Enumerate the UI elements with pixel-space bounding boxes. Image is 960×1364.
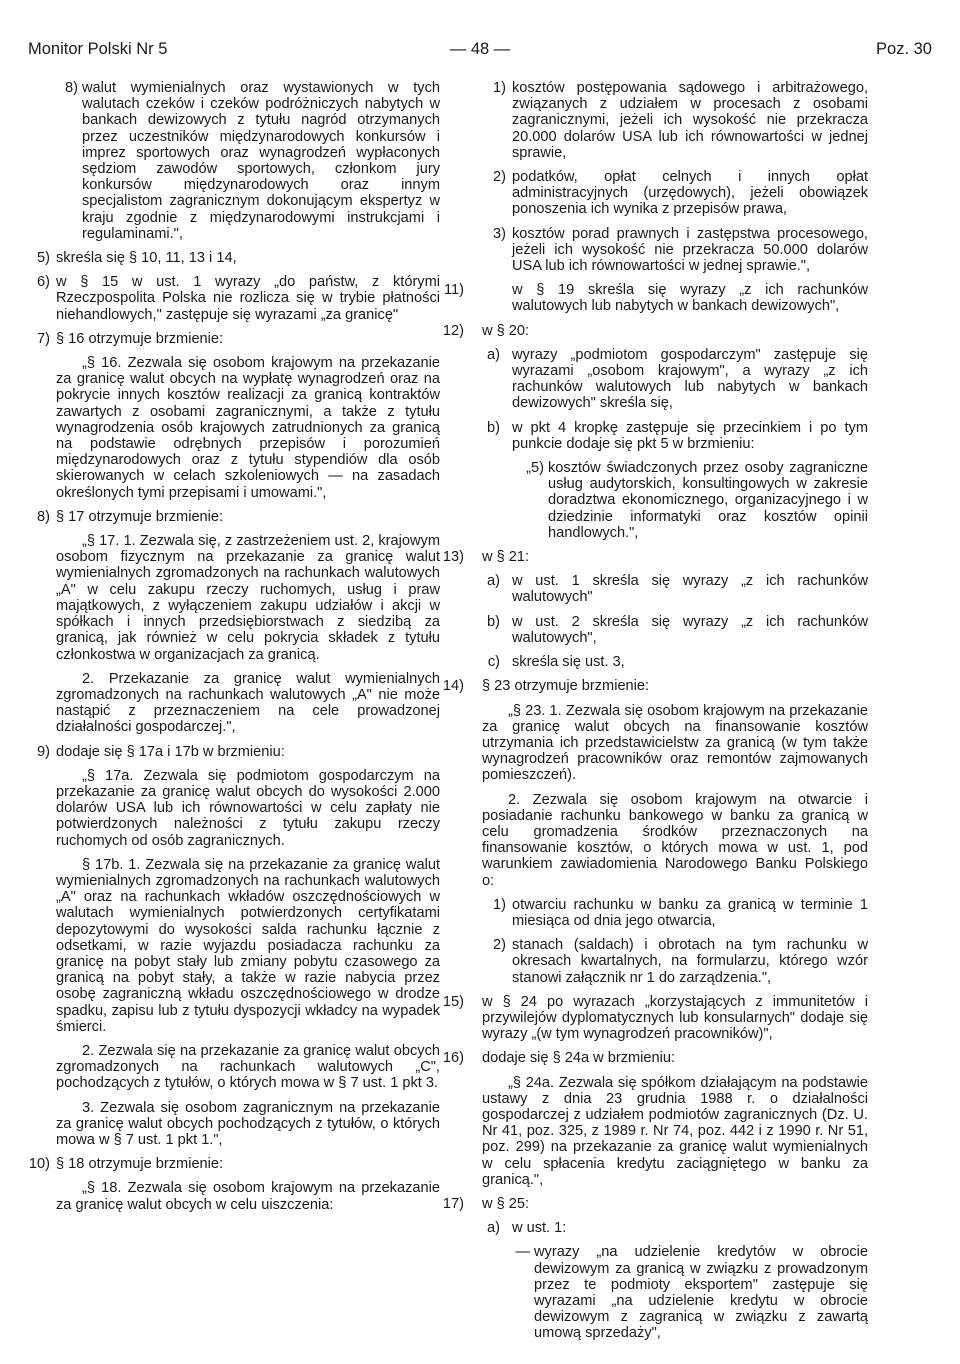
amendment-item: [443, 282, 868, 315]
item-number: 3): [493, 225, 506, 242]
item-text: kosztów świadczonych przez osoby zagraniczne usług audytorskich, konsultingowych w zakresie doradztwa ekonomicznego, organizacyjnego i w dziedzinie informatyki oraz kosztów opinii handlowych.",: [548, 460, 868, 541]
quoted-paragraph: „§ 24a. Zezwala się spółkom działającym na podstawie ustawy z dnia 23 grudnia 1988 r. o działalności gospodarczej z udziałem podmiotów zagranicznych (Dz. U. Nr 41, poz. 325, z 1989 r. Nr 74, poz. 442 i z 1990 r. Nr 51, poz. 299) na przekazanie za granicę walut wymienialnych w celu spłacenia kredytu zaciągniętego w banku za granicą.",: [482, 1074, 868, 1188]
item-letter: a): [487, 346, 500, 363]
quoted-paragraph: „§ 17a. Zezwala się podmiotom gospodarczym na przekazanie za granicę walut obcych do wysokości 2.000 dolarów USA lub ich równowartości w celu zapłaty nie potwierdzonych należności z tytułu zakupu rzeczy ruchomych od osób zagranicznych.: [56, 767, 440, 849]
quoted-paragraph: § 17b. 1. Zezwala się na przekazanie za granicę walut wymienialnych zgromadzonych na rachunkach walutowych „A" oraz na rachunkach wkładów oszczędnościowych w walutach wymienialnych potwierdzonych certyfikatami depozytowymi do wysokości salda rachunku łącznie z odsetkami, w razie wyjazdu posiadacza rachunku za granicę na pobyt stały lub zmiany pobytu czasowego za granicą na pobyt stały, a także w razie nabycia przez osobę zagraniczną wkładu oszczędnościowego w drodze spadku, zapisu lub z tytułu dyspozycji wkładcy na wypadek śmierci.: [56, 856, 440, 1035]
quoted-paragraph: 2. Zezwala się osobom krajowym na otwarcie i posiadanie rachunku bankowego w banku za granicą w celu gromadzenia środków przeznaczonych na finansowanie kosztów, o których mowa w ust. 1, pod warunkiem zawiadomienia Narodowego Banku Polskiego o:: [482, 791, 868, 889]
amendment-item: [28, 250, 440, 266]
page-header: [28, 40, 932, 64]
sub-item: [482, 460, 868, 541]
list-item: [482, 937, 868, 986]
item-number: 7): [37, 330, 50, 347]
amendment-item: [442, 678, 868, 695]
item-text: w § 19 skreśla się wyrazy „z ich rachunków walutowych lub nabytych w bankach dewizowych",: [512, 282, 868, 315]
item-number: 2): [493, 937, 506, 954]
quoted-paragraph: 2. Zezwala się na przekazanie za granicę walut obcych zgromadzonych na rachunkach walutowych „C", pochodzących z tytułów, o których mowa w § 7 ust. 1 pkt 3.: [56, 1042, 440, 1092]
quoted-paragraph: 2. Przekazanie za granicę walut wymienialnych zgromadzonych na rachunkach walutowych „A" nie może nastąpić z przeznaczeniem na cele prowadzonej działalności gospodarczej.",: [56, 670, 440, 736]
item-text: w § 25:: [482, 1195, 530, 1212]
item-text: skreśla się § 10, 11, 13 i 14,: [56, 250, 237, 267]
item-text: § 17 otrzymuje brzmienie:: [56, 508, 224, 525]
amendment-item: [28, 331, 440, 347]
item-text: podatków, opłat celnych i innych opłat administracyjnych (urzędowych), jeżeli obowiązek ponoszenia ich wynika z przepisów prawa,: [512, 169, 868, 218]
list-item: [28, 80, 440, 242]
item-letter: a): [487, 1220, 500, 1237]
amendment-item: [28, 1156, 440, 1172]
item-text: otwarciu rachunku w banku za granicą w terminie 1 miesiąca od dnia jego otwarcia,: [512, 896, 868, 929]
quoted-paragraph: 3. Zezwala się osobom zagranicznym na przekazanie za granicę walut obcych pochodzących z tytułów, o których mowa w § 7 ust. 1 pkt 1.",: [56, 1099, 440, 1148]
item-text: w pkt 4 kropkę zastępuje się przecinkiem i po tym punkcie dodaje się pkt 5 w brzmieniu:: [512, 419, 868, 452]
quoted-paragraph: „§ 23. 1. Zezwala się osobom krajowym na przekazanie za granicę walut obcych na finansowanie kosztów utrzymania ich przedstawicielstw za granicą (w tym także wynagrodzeń pracowników oraz remontów zajmowanych pomieszczeń).: [482, 702, 868, 784]
quoted-paragraph: „§ 18. Zezwala się osobom krajowym na przekazanie za granicę walut obcych w celu uiszczenia:: [56, 1180, 440, 1213]
item-letter: a): [487, 573, 500, 590]
item-number: 17): [442, 1195, 464, 1212]
quoted-paragraph: „§ 17. 1. Zezwala się, z zastrzeżeniem ust. 2, krajowym osobom fizycznym na przekazanie za granicę walut wymienialnych zgromadzonych na rachunkach walutowych „A" w celu zakupu rzeczy ruchomych, usług i praw majątkowych, z wyłączeniem zakupu udziałów i akcji w spółkach i innych przedsiębiorstwach z siedzibą za granicą, jak również w celu pokrycia składek z tytułu członkostwa w organizacjach za granicą.: [56, 533, 440, 663]
item-text: wyrazy „podmiotom gospodarczym" zastępuje się wyrazami „osobom krajowym", a wyrazy „z ich rachunków walutowych lub nabytych w bankach dewizowych" skreśla się,: [512, 346, 868, 412]
item-text: stanach (saldach) i obrotach na tym rachunku w okresach kwartalnych, na formularzu, którego wzór stanowi załącznik nr 1 do zarządzenia.",: [512, 937, 868, 986]
item-text: w § 20:: [482, 322, 530, 339]
item-number: 6): [37, 274, 50, 291]
item-number: 12): [442, 322, 464, 339]
item-text: w ust. 2 skreśla się wyrazy „z ich rachunków walutowych",: [512, 613, 868, 646]
list-item: [482, 897, 868, 929]
item-number: 10): [28, 1156, 50, 1173]
item-letter: b): [487, 419, 500, 436]
item-text: kosztów postępowania sądowego i arbitrażowego, związanych z udziałem w procesach z osobami zagranicznymi, jeżeli ich wysokość nie przekracza 20.000 dolarów USA lub ich równowartości w jednej sprawie,: [512, 80, 868, 161]
amendment-item: [442, 322, 868, 339]
item-number: 2): [493, 169, 506, 186]
page-number: — 48 —: [449, 40, 511, 58]
item-text: w ust. 1:: [512, 1220, 567, 1237]
item-text: § 23 otrzymuje brzmienie:: [482, 678, 650, 695]
quoted-paragraph: „§ 16. Zezwala się osobom krajowym na przekazanie za granicę walut obcych na wypłatę wynagrodzeń oraz na pokrycie innych kosztów realizacji za granicą kontraktów zawartych z osobami zagranicznymi, a także z tytułu wynagrodzenia osób krajowych zatrudnionych za granicą na podstawie odrębnych przepisów i porozumień międzynarodowych oraz z tytułu stypendiów dla osób skierowanych w celach szkoleniowych — na zasadach określonych tymi przepisami i umowami.",: [56, 355, 440, 501]
right-column: [442, 80, 868, 1350]
sub-item: [482, 1220, 868, 1236]
sub-item: [482, 420, 868, 452]
item-number: 1): [493, 896, 506, 913]
sub-item: [482, 654, 868, 670]
left-column: [28, 80, 440, 1221]
amendment-item: [442, 549, 868, 566]
item-text: kosztów porad prawnych i zastępstwa procesowego, jeżeli ich wysokość nie przekracza 50.000 dolarów USA lub ich równowartości w jednej sprawie.",: [512, 225, 868, 275]
sub-item: [482, 573, 868, 605]
item-text: dodaje się § 24a w brzmieniu:: [482, 1050, 676, 1067]
item-number: 9): [37, 743, 50, 760]
item-text: w ust. 1 skreśla się wyrazy „z ich rachunków walutowych": [512, 573, 868, 606]
position-number: Poz. 30: [876, 40, 932, 58]
list-item: [482, 169, 868, 218]
sub-item: [482, 347, 868, 412]
amendment-item: [28, 274, 440, 323]
item-text: § 18 otrzymuje brzmienie:: [56, 1156, 224, 1173]
item-letter: b): [487, 613, 500, 630]
item-number: 8): [37, 508, 50, 525]
item-number: 8): [65, 80, 78, 96]
amendment-item: [442, 993, 868, 1043]
dash-marker: —: [515, 1244, 530, 1261]
item-text: walut wymienialnych oraz wystawionych w tych walutach czeków i czeków podróżniczych nabytych w bankach dewizowych z tytułu nagród otrzymanych przez uczestników międzynarodowych konkursów i imprez sportowych oraz wynagrodzeń wypłaconych sędziom zawodów sportowych, członkom jury konkursów międzynarodowych oraz innym specjalistom zagranicznym dokonującym ekspertyz w kraju zgodnie z międzynarodowymi instrukcjami i regulaminami.",: [82, 80, 440, 242]
amendment-item: [442, 1195, 868, 1212]
item-text: w § 15 w ust. 1 wyrazy „do państw, z którymi Rzeczpospolita Polska nie rozlicza się w trybie płatności niehandlowych," zastępuje się wyrazami „za granicę": [56, 274, 440, 323]
sub-item: [482, 1244, 868, 1341]
item-text: w § 21:: [482, 549, 530, 566]
item-number: „5): [526, 460, 544, 477]
amendment-item: [28, 509, 440, 525]
item-text: dodaje się § 17a i 17b w brzmieniu:: [56, 743, 285, 760]
item-number: 11): [443, 282, 464, 299]
item-number: 13): [442, 549, 464, 566]
item-letter: c): [487, 654, 500, 671]
amendment-item: [442, 1050, 868, 1067]
list-item: [482, 226, 868, 275]
sub-item: [482, 614, 868, 646]
journal-title: Monitor Polski Nr 5: [28, 40, 168, 58]
item-number: 14): [442, 678, 464, 695]
item-text: skreśla się ust. 3,: [512, 654, 625, 671]
amendment-item: [28, 744, 440, 760]
item-number: 15): [442, 993, 464, 1010]
item-number: 5): [37, 250, 50, 267]
list-item: [482, 80, 868, 161]
item-text: wyrazy „na udzielenie kredytów w obrocie dewizowym za granicą w związku z prowadzonym przez te podmioty eksportem" zastępuje się wyrazami „na udzielenie kredytu w obrocie dewizowym z zagranicą w związku z zawartą umową sprzedaży",: [534, 1244, 868, 1342]
item-number: 1): [493, 80, 506, 96]
item-text: § 16 otrzymuje brzmienie:: [56, 330, 224, 347]
item-text: w § 24 po wyrazach „korzystających z immunitetów i przywilejów dyplomatycznych lub konsularnych" dodaje się wyrazy „(w tym wynagrodzeń pracowników)",: [482, 993, 868, 1043]
item-number: 16): [442, 1050, 464, 1067]
